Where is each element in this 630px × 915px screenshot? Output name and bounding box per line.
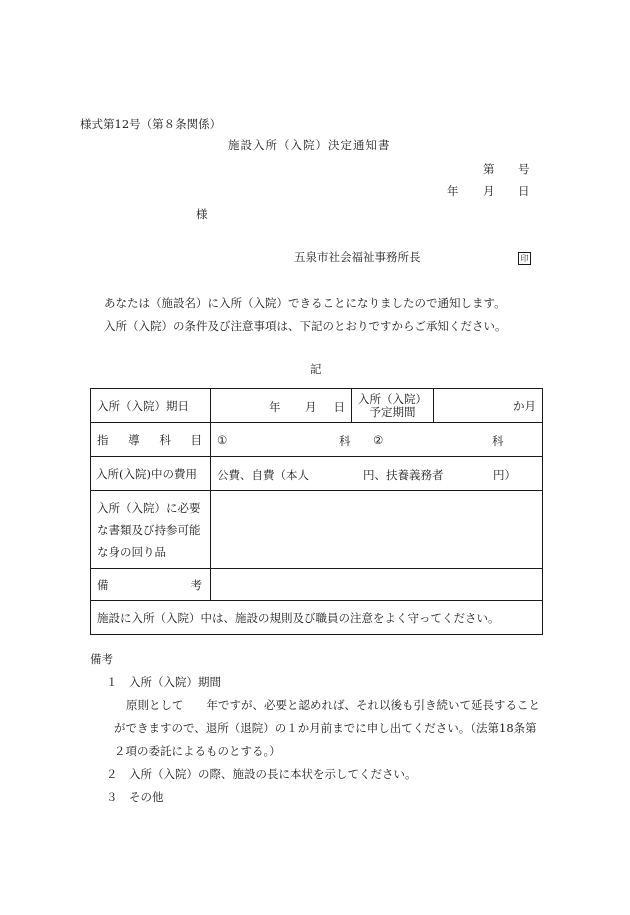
notes-heading: 備考 [90, 652, 113, 666]
date-day: 日 [518, 184, 530, 198]
remarks-value [211, 569, 543, 601]
remarks-label [91, 569, 211, 601]
admission-date-day: 日 [333, 399, 345, 414]
ki-heading: 記 [310, 362, 322, 376]
period-label [352, 389, 434, 423]
period-label-line-2: 予定期間 [369, 404, 416, 419]
note-1-line-1: 原則として 年ですが、必要と認めれば、それ以後も引き続いて延長すること [126, 698, 540, 712]
subject-ka-1: 科 [339, 433, 351, 448]
period-unit: か月 [513, 398, 536, 413]
guidance-subject-label [91, 423, 211, 457]
body-line-1: あなたは（施設名）に入所（入院）できることになりましたので通知します。 [104, 296, 506, 310]
condition-table [90, 388, 543, 635]
number-go: 号 [518, 162, 530, 176]
issuer-name: 五泉市社会福祉事務所長 [294, 250, 421, 264]
note-1-line-2: ができますので、退所（退院）の１か月前までに申し出てください。（法第18条第 [114, 721, 537, 735]
belongings-label-line-1: 入所（入院）に必要 [97, 501, 201, 515]
note-1-title: １ 入所（入院）期間 [106, 675, 221, 689]
date-month: 月 [483, 184, 495, 198]
addressee-sama: 様 [196, 207, 208, 221]
belongings-label-line-2: な書類及び持参可能 [97, 523, 201, 537]
admission-date-month: 月 [305, 399, 317, 414]
row-guidance-subject [91, 423, 543, 457]
row-costs [91, 457, 543, 491]
costs-text-a: 公費、自費（本人 [217, 467, 309, 482]
subject-item-1: ① [217, 432, 228, 447]
guidance-label-char-1: 指 [97, 432, 109, 447]
subject-ka-2: 科 [492, 433, 504, 448]
row-admission-date [91, 389, 543, 423]
belongings-label [91, 491, 211, 569]
guidance-subject-value [211, 423, 543, 457]
period-label-line-1: 入所（入院） [358, 391, 427, 406]
guidance-label-char-4: 目 [190, 432, 202, 447]
admission-date-year: 年 [269, 399, 281, 414]
date-year: 年 [447, 184, 459, 198]
costs-text-b: 円、扶養義務者 [363, 467, 444, 482]
belongings-value [211, 491, 543, 569]
guidance-label-char-3: 科 [159, 432, 171, 447]
document-title: 施設入所（入院）決定通知書 [228, 138, 391, 152]
row-notice [91, 601, 543, 635]
costs-text-c: 円） [493, 467, 516, 482]
note-3: ３ その他 [106, 790, 164, 804]
seal-mark: 印 [518, 252, 531, 265]
admission-date-value [211, 389, 352, 423]
number-dai: 第 [483, 162, 495, 176]
note-2: ２ 入所（入院）の際、施設の長に本状を示してください。 [106, 767, 417, 781]
note-1-line-3: ２項の委託によるものとする。） [114, 744, 281, 758]
facility-notice: 施設に入所（入院）中は、施設の規則及び職員の注意をよく守ってください。 [91, 601, 543, 635]
period-value [434, 389, 543, 423]
costs-value [211, 457, 543, 491]
remarks-label-char-1: 備 [97, 577, 109, 592]
notes-section [90, 648, 570, 809]
costs-label: 入所(入院)中の費用 [91, 457, 211, 491]
guidance-label-char-2: 導 [128, 432, 140, 447]
subject-item-2: ② [373, 432, 384, 447]
remarks-label-char-2: 考 [190, 577, 202, 592]
row-remarks [91, 569, 543, 601]
admission-date-label: 入所（入院）期日 [91, 389, 211, 423]
row-belongings [91, 491, 543, 569]
belongings-label-line-3: な身の回り品 [97, 545, 166, 559]
body-line-2: 入所（入院）の条件及び注意事項は、下記のとおりですからご承知ください。 [104, 319, 507, 333]
form-number: 様式第12号（第８条関係） [80, 117, 222, 131]
